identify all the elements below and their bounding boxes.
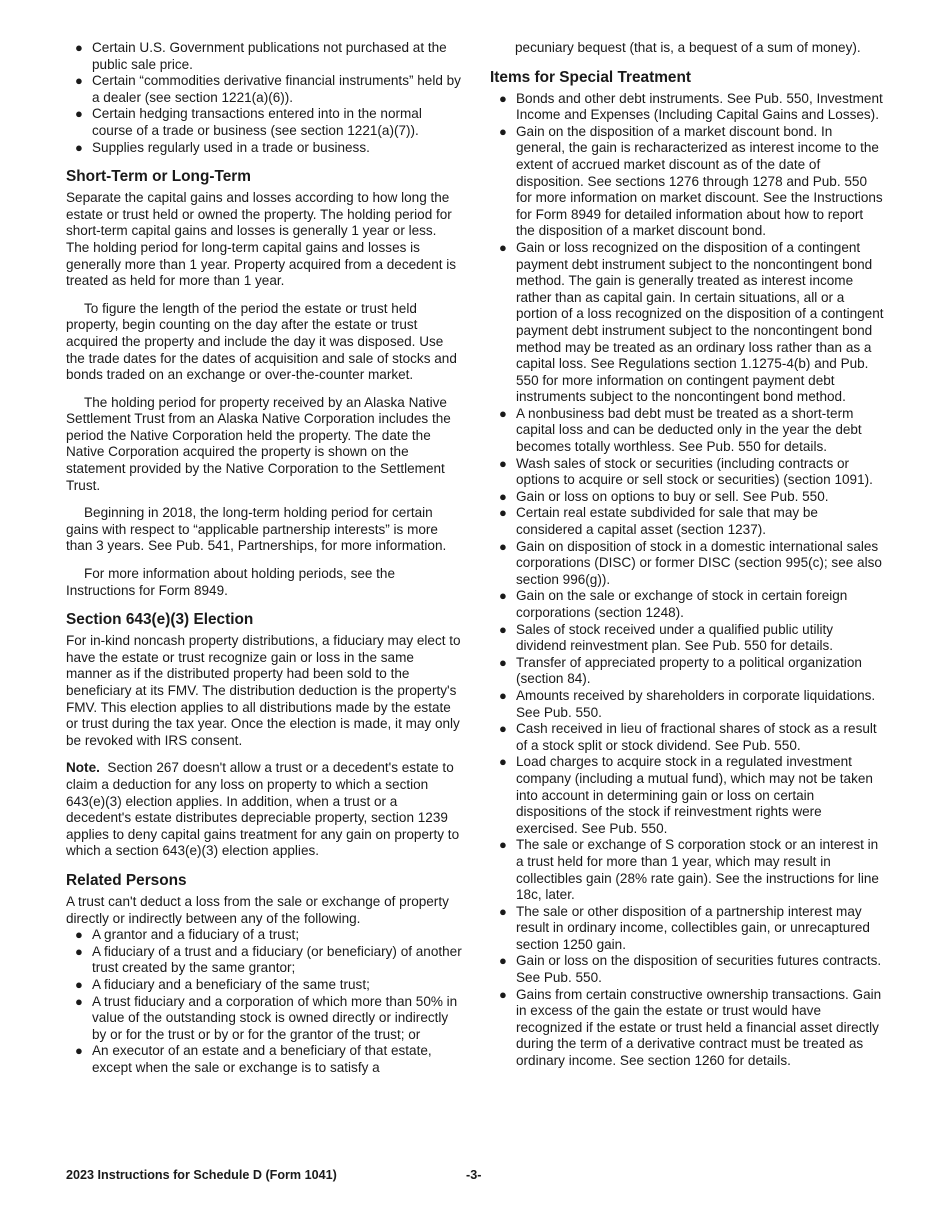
list-item: ● Supplies regularly used in a trade or business.: [75, 139, 370, 155]
left-column: [66, 40, 462, 1087]
list-item: ● A nonbusiness bad debt must be treated as a short-term capital loss and can be deducted only in the year the debt becomes totally worthless. See Pub. 550 for details.: [499, 405, 862, 455]
list-item: ● Gain on the disposition of a market discount bond. In general, the gain is recharacterized as interest income to the extent of accrued market discount as of the date of disposition. See sections 1276 through 1278 and Pub. 550 for more information on market discount. See the Instructions for Form 8949 for detailed information about how to report the disposition of a market discount bond.: [499, 123, 883, 239]
note-label: Note.: [66, 760, 100, 776]
excluded-items-list: [66, 40, 462, 156]
list-item: ● A fiduciary of a trust and a fiduciary (or beneficiary) of another trust created by the same grantor;: [75, 943, 462, 976]
list-item: ● A grantor and a fiduciary of a trust;: [75, 927, 300, 943]
section-heading-special: Items for Special Treatment: [490, 68, 692, 86]
note-text: Section 267 doesn't allow a trust or a decedent's estate to claim a deduction for any loss on property to which a section 643(e)(3) election applies. In addition, when a trust or a decedent's estate distributes depreciable property, section 1239 applies to deny capital gains treatment for any gain on property to which a section 643(e)(3) election applies.: [66, 760, 460, 859]
list-item: ● Wash sales of stock or securities (including contracts or options to acquire or sell stock or securities) (section 1091).: [499, 455, 873, 488]
list-item: ● Gain or loss recognized on the disposition of a contingent payment debt instrument subject to the noncontingent bond method. The gain is generally treated as interest income rather than as capital gain. In certain situations, all or a portion of a loss recognized on the disposition of a contingent payment debt instrument subject to the noncontingent bond method may be treated as an ordinary loss rather than as a capital loss. See Regulations section 1.1275-4(b) and Pub. 550 for more information on contingent payment debt instruments subject to the noncontingent bond method.: [499, 239, 884, 405]
list-item: ● A fiduciary and a beneficiary of the same trust;: [75, 976, 370, 992]
paragraph: Beginning in 2018, the long-term holding period for certain gains with respect to “applicable partnership interests” is more than 3 years. See Pub. 541, Partnerships, for more information.: [66, 505, 447, 554]
related-persons-list: [66, 927, 462, 1076]
continued-text: pecuniary bequest (that is, a bequest of a sum of money).: [515, 40, 861, 55]
section-heading-short-long: Short-Term or Long-Term: [66, 168, 251, 186]
list-item: ● An executor of an estate and a beneficiary of that estate, except when the sale or exchange is to satisfy a: [75, 1043, 432, 1075]
right-column: [490, 40, 884, 1081]
paragraph: For more information about holding periods, see the Instructions for Form 8949.: [66, 566, 396, 598]
list-item: ● Load charges to acquire stock in a regulated investment company (including a mutual fund), which may not be taken into account in determining gain or loss on certain dispositions of the stock if reinvestment rights were exercised. See Pub. 550.: [499, 754, 873, 836]
list-item: ● The sale or other disposition of a partnership interest may result in ordinary income, collectibles gain, or unrecaptured section 1250 gain.: [499, 903, 870, 952]
list-item: ● Certain hedging transactions entered into in the normal course of a trade or business (see section 1221(a)(7)).: [75, 106, 422, 138]
list-item: ● The sale or exchange of S corporation stock or an interest in a trust held for more than 1 year, which may result in collectibles gain (28% rate gain). See the instructions for line 18c, later.: [499, 837, 879, 903]
paragraph: The holding period for property received by an Alaska Native Settlement Trust from an Alaska Native Corporation includes the period the Native Corporation held the property. The date the Native Corporation acquired the property is shown on the statement provided by the Native Corporation to the Settlement Trust.: [66, 394, 451, 493]
page-number: -3-: [466, 1168, 482, 1182]
list-item: ● Gain on the sale or exchange of stock in certain foreign corporations (section 1248).: [499, 588, 848, 620]
list-item: ● Transfer of appreciated property to a political organization (section 84).: [499, 654, 862, 687]
list-item: ● Certain U.S. Government publications not purchased at the public sale price.: [75, 40, 447, 72]
paragraph: Separate the capital gains and losses according to how long the estate or trust held or owned the property. The holding period for short-term capital gains and losses is generally 1 year or less. The holding period for long-term capital gains and losses is generally more than 1 year. Property acquired from a decedent is treated as held for more than 1 year.: [66, 190, 457, 289]
section-heading-election: Section 643(e)(3) Election: [66, 611, 254, 629]
list-item: ● Certain “commodities derivative financial instruments” held by a dealer (see section 1221(a)(6)).: [75, 73, 461, 105]
paragraph: To figure the length of the period the estate or trust held property, begin counting on the day after the estate or trust acquired the property and include the day it was disposed. Use the trade dates for the dates of acquisition and sale of stocks and bonds traded on an exchange or over-the-counter market.: [66, 300, 457, 383]
paragraph: For in-kind noncash property distributions, a fiduciary may elect to have the estate or trust recognize gain or loss in the same manner as if the distributed property had been sold to the beneficiary at its FMV. The distribution deduction is the property's FMV. This election applies to all distributions made by the estate or trust during the tax year. Once the election is made, it may only be revoked with IRS consent.: [66, 633, 461, 748]
list-item: ● Bonds and other debt instruments. See Pub. 550, Investment Income and Expenses (Including Capital Gains and Losses).: [499, 90, 883, 123]
special-treatment-list: [490, 91, 884, 1070]
list-item: ● Sales of stock received under a qualified public utility dividend reinvestment plan. See Pub. 550 for details.: [499, 621, 834, 654]
list-item: ● Gains from certain constructive ownership transactions. Gain in excess of the gain the estate or trust would have recognized if the estate or trust held a financial asset directly during the term of a derivative contract must be treated as ordinary income. See section 1260 for details.: [499, 986, 882, 1069]
footer-title: 2023 Instructions for Schedule D (Form 1041): [66, 1168, 337, 1182]
list-item: ● Amounts received by shareholders in corporate liquidations. See Pub. 550.: [499, 687, 876, 720]
paragraph: A trust can't deduct a loss from the sale or exchange of property directly or indirectly between any of the following.: [66, 893, 449, 926]
list-item: ● Cash received in lieu of fractional shares of stock as a result of a stock split or stock dividend. See Pub. 550.: [499, 721, 877, 753]
note-paragraph: [66, 760, 462, 860]
section-heading-related: Related Persons: [66, 871, 187, 889]
list-item: ● Gain on disposition of stock in a domestic international sales corporations (DISC) or former DISC (section 995(c); see also section 996(g)).: [499, 538, 882, 587]
list-item: ● Gain or loss on options to buy or sell. See Pub. 550.: [499, 488, 829, 504]
list-item: ● Certain real estate subdivided for sale that may be considered a capital asset (section 1237).: [499, 505, 818, 538]
list-item: ● A trust fiduciary and a corporation of which more than 50% in value of the outstanding stock is owned directly or indirectly by or for the trust or by or for the grantor of the trust; or: [75, 993, 458, 1042]
list-item: ● Gain or loss on the disposition of securities futures contracts. See Pub. 550.: [499, 953, 882, 986]
